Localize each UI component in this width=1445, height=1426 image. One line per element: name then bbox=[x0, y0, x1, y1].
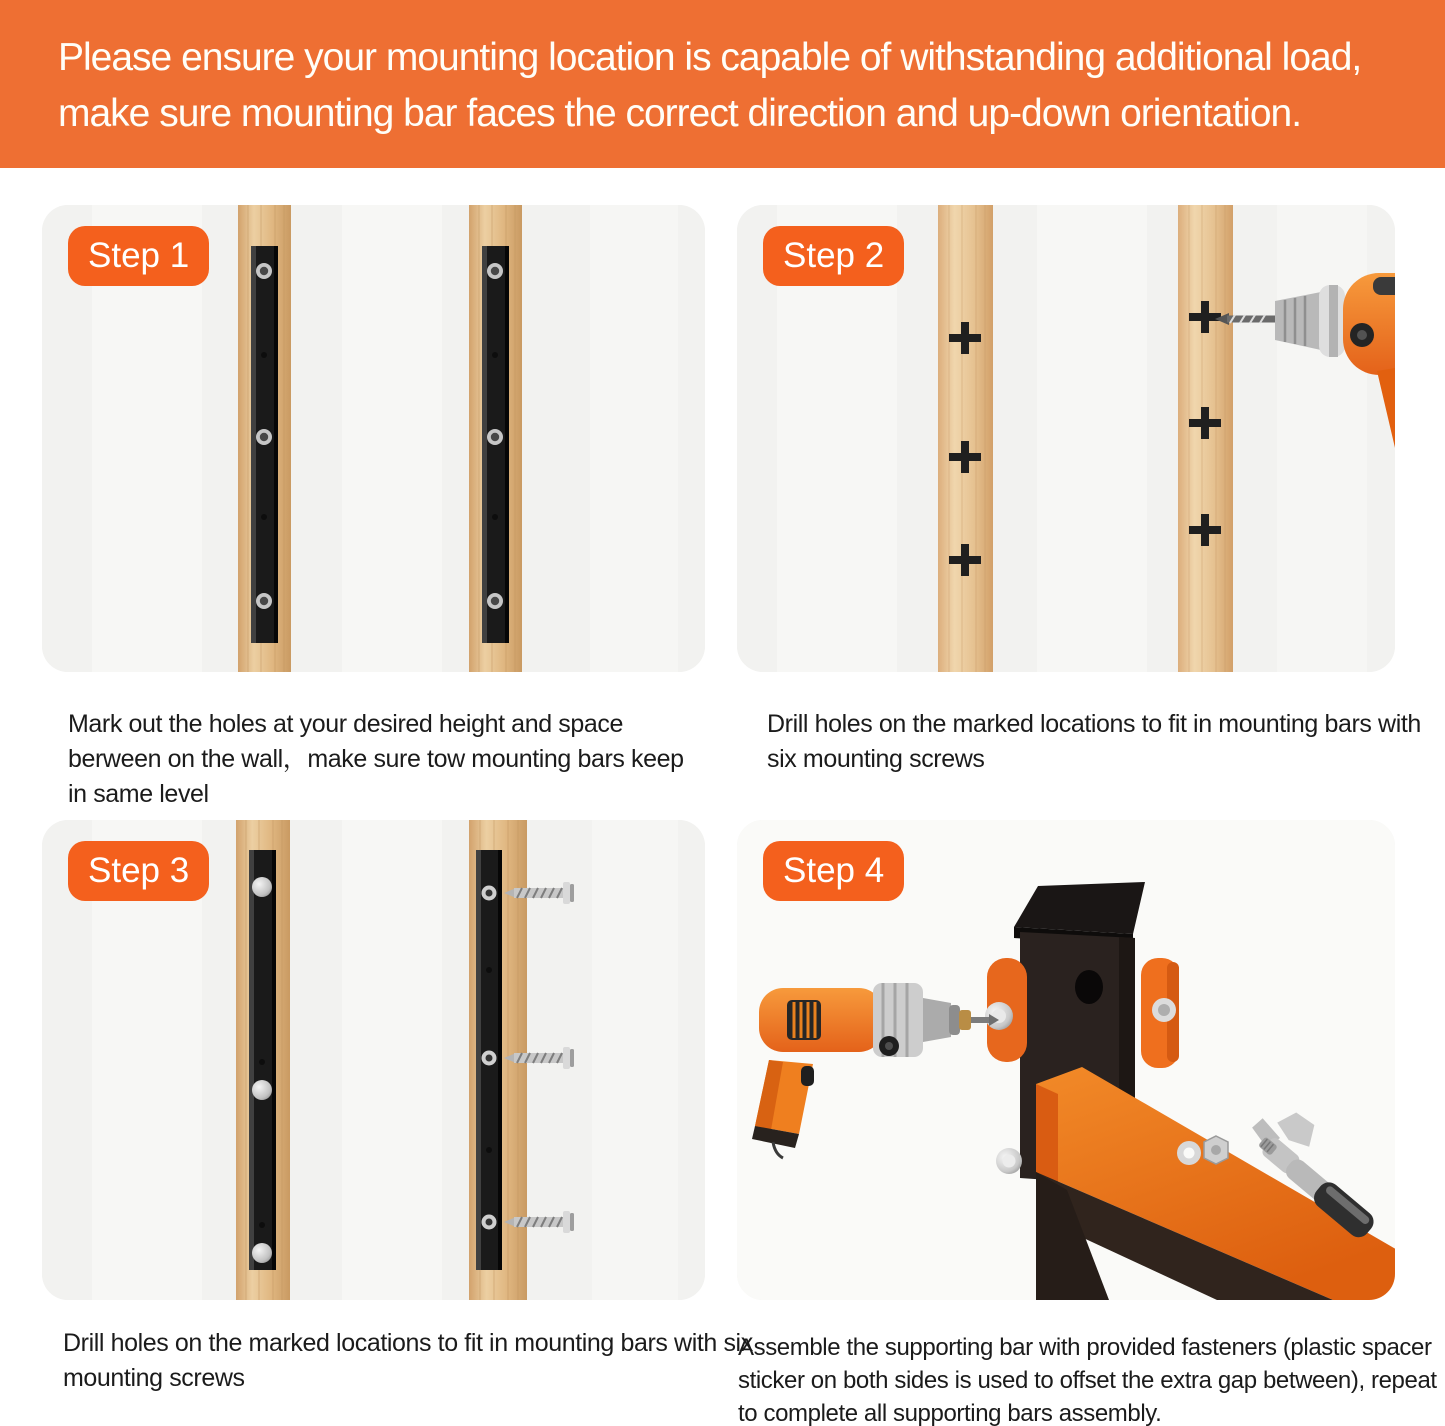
mounting-bar bbox=[476, 850, 502, 1270]
bolt-hole bbox=[1075, 970, 1103, 1004]
step-1-caption: Mark out the holes at your desired height and space berween on the wall，make sure tow mounting bars keep in same level bbox=[68, 710, 684, 808]
step-4-caption: Assemble the supporting bar with provided fasteners (plastic spacer sticker on both sides is used to offset the extra gap between), repeat to complete all supporting bars assembly. bbox=[738, 1334, 1437, 1426]
banner-line-1: Please ensure your mounting location is capable of withstanding additional load, bbox=[58, 36, 1362, 79]
step-1-badge: Step 1 bbox=[68, 226, 209, 286]
step-3-panel bbox=[42, 820, 705, 1300]
step-2-panel bbox=[737, 205, 1395, 672]
mounting-bar bbox=[251, 246, 278, 643]
step-2-caption: Drill holes on the marked locations to fit in mounting bars with six mounting screws bbox=[767, 710, 1421, 773]
washer bbox=[1177, 1141, 1201, 1165]
wood-post bbox=[938, 205, 993, 672]
step-3-caption: Drill holes on the marked locations to fit in mounting bars with six mounting screws bbox=[63, 1329, 753, 1392]
step-3-badge: Step 3 bbox=[68, 841, 209, 901]
lock-nut bbox=[1204, 1136, 1228, 1164]
step-4-badge: Step 4 bbox=[763, 841, 904, 901]
step-4-panel bbox=[737, 820, 1395, 1300]
banner-line-2: make sure mounting bar faces the correct direction and up-down orientation. bbox=[58, 92, 1302, 135]
step-1-panel bbox=[42, 205, 705, 672]
mounting-bar bbox=[249, 850, 276, 1270]
warning-banner bbox=[0, 0, 1445, 168]
nut bbox=[1152, 998, 1176, 1022]
mounting-bar bbox=[482, 246, 509, 643]
step-2-badge: Step 2 bbox=[763, 226, 904, 286]
